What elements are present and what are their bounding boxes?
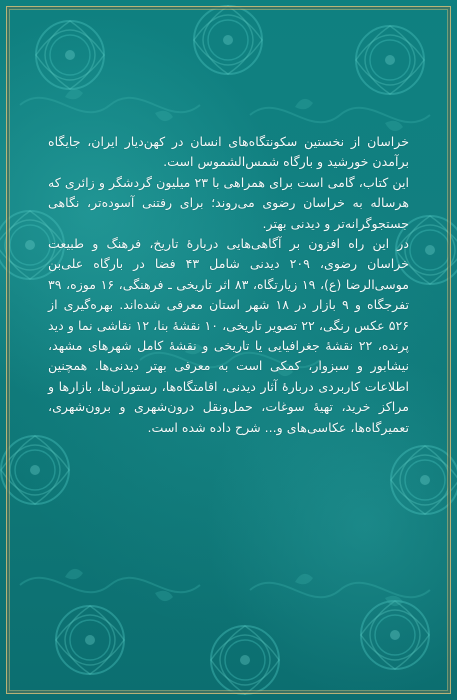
cover-description [48,132,409,438]
paragraph-intro: خراسان از نخستین سکونتگاه‌های انسان در کهن‌دیار ایران، جایگاه برآمدن خورشید و بارگاه شمس‌الشموس است. [48,134,409,170]
paragraph-contents: در این راه افزون بر آگاهی‌هایی دربارهٔ تاریخ، فرهنگ و طبیعت خراسان رضوی، ۲۰۹ دیدنی شامل ۴۳ فضا در بارگاه علی‌بن موسی‌الرضا (ع)، ۱۹ زیارتگاه، ۸۳ اثر تاریخی ـ فرهنگی، ۱۶ موزه، ۳۹ تفرجگاه و ۹ بازار در ۱۸ شهر استان معرفی شده‌اند. بهره‌گیری از ۵۲۶ عکس رنگی، ۲۲ تصویر تاریخی، ۱۰ نقشهٔ بنا، ۱۲ نقاشی نما و دید پرنده، ۲۲ نقشهٔ جغرافیایی یا تاریخی و نقشهٔ کامل شهرهای مشهد، نیشابور و سبزوار، کمکی است به معرفی بهتر دیدنی‌ها. همچنین اطلاعات کاربردی دربارهٔ آثار دیدنی، اقامتگاه‌ها، رستوران‌ها، بازارها و مراکز خرید، تهیهٔ سوغات، حمل‌ونقل درون‌شهری و برون‌شهری، تعمیرگاه‌ها، عکاسی‌های و... شرح داده شده است. [48,236,410,435]
paragraph-purpose: این کتاب، گامی است برای همراهی با ۲۳ میلیون گردشگر و زائری که هرساله به خراسان رضوی می‌روند؛ برای رفتنی آسوده‌تر، نگاهی جستجوگرانه‌تر و دیدنی بهتر. [48,174,409,231]
